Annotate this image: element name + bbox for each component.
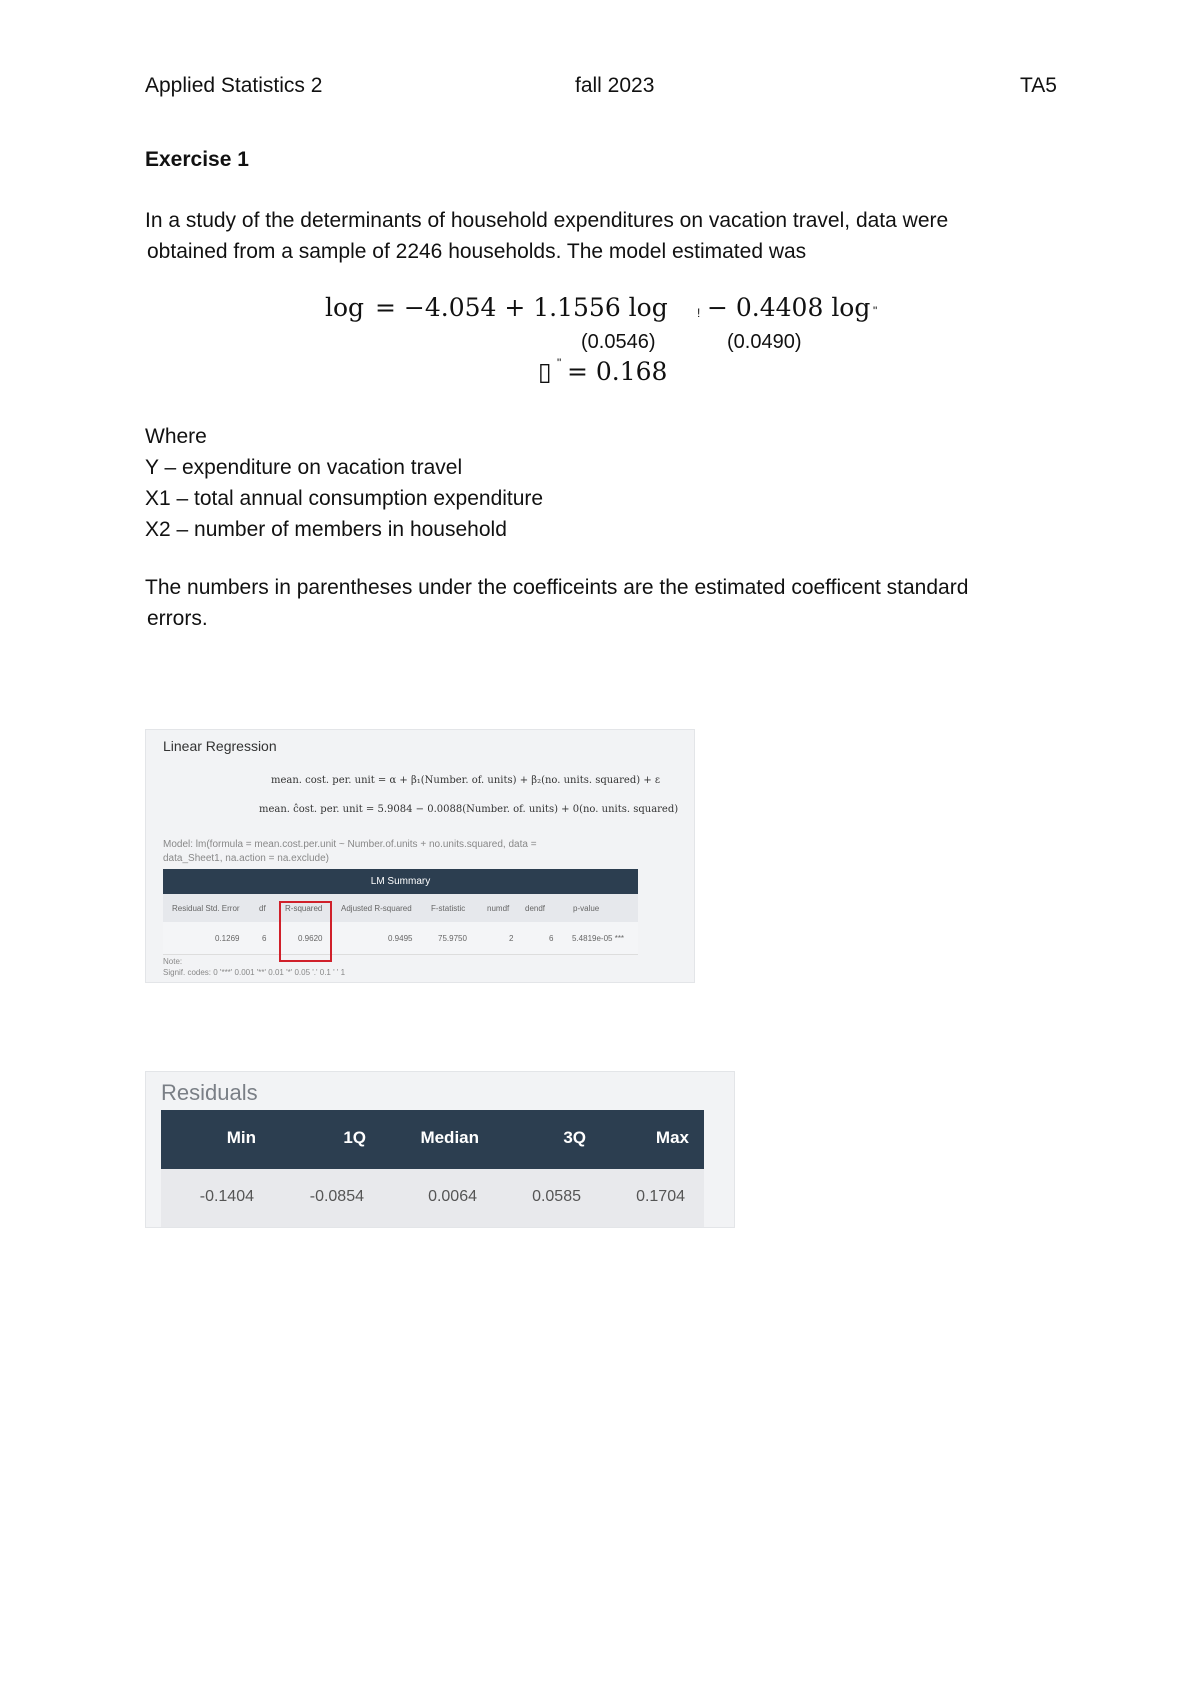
val-dendf: 6 bbox=[549, 934, 554, 943]
val-p-value: 5.4819e-05 *** bbox=[572, 934, 625, 943]
r-squared-highlight bbox=[279, 901, 332, 962]
residuals-value-row bbox=[161, 1169, 704, 1227]
res-col-max: Max bbox=[655, 1128, 689, 1147]
col-adj-r-squared: Adjusted R-squared bbox=[341, 904, 412, 913]
intro-line-2: obtained from a sample of 2246 households. The model estimated was bbox=[147, 240, 807, 263]
definition-x2: X2 – number of members in household bbox=[145, 518, 507, 541]
lm-model-equation: mean. cost. per. unit = α + β₁(Number. of. units) + β₂(no. units. squared) + ε bbox=[271, 775, 661, 786]
note-line-2: errors. bbox=[147, 607, 208, 630]
r2-value: = 0.168 bbox=[567, 357, 668, 386]
lm-model-call: Model: lm(formula = mean.cost.per.unit ~ Number.of.units + no.units.squared, data = data_Sheet1, na.action = na.exclude) bbox=[163, 839, 537, 864]
equation-lhs: log bbox=[325, 293, 365, 322]
col-p-value: p-value bbox=[573, 904, 600, 913]
lm-note-label: Note: bbox=[163, 957, 183, 966]
equation-sub1: ! bbox=[697, 306, 701, 320]
std-error-note bbox=[145, 572, 1045, 634]
val-f-stat: 75.9750 bbox=[438, 934, 467, 943]
val-r-squared: 0.9620 bbox=[298, 934, 323, 943]
r2-superscript: " bbox=[557, 356, 562, 370]
linear-regression-panel bbox=[145, 729, 695, 983]
res-val-median: 0.0064 bbox=[428, 1188, 477, 1205]
col-dendf: dendf bbox=[525, 904, 546, 913]
res-val-min: -0.1404 bbox=[199, 1188, 254, 1205]
header-ta: TA5 bbox=[1020, 74, 1057, 97]
lm-summary-row bbox=[163, 922, 638, 955]
definition-y: Y – expenditure on vacation travel bbox=[145, 456, 463, 479]
col-resid-se: Residual Std. Error bbox=[172, 904, 240, 913]
val-df: 6 bbox=[262, 934, 267, 943]
res-val-3q: 0.0585 bbox=[532, 1188, 581, 1205]
col-numdf: numdf bbox=[487, 904, 510, 913]
intro-line-1: In a study of the determinants of household expenditures on vacation travel, data were bbox=[145, 209, 949, 232]
res-col-median: Median bbox=[420, 1128, 479, 1147]
res-val-max: 0.1704 bbox=[636, 1188, 685, 1205]
equation-main: = −4.054 + 1.1556 log bbox=[375, 293, 668, 322]
lm-column-headers bbox=[163, 894, 638, 922]
r2-symbol: ▯ bbox=[538, 357, 552, 386]
lm-signif-codes: Signif. codes: 0 '***' 0.001 '**' 0.01 '*' 0.05 '.' 0.1 ' ' 1 bbox=[163, 968, 346, 977]
header-course: Applied Statistics 2 bbox=[145, 74, 323, 97]
definition-x1: X1 – total annual consumption expenditure bbox=[145, 487, 544, 510]
res-col-1q: 1Q bbox=[343, 1128, 366, 1147]
res-val-1q: -0.0854 bbox=[309, 1188, 364, 1205]
col-f-stat: F-statistic bbox=[431, 904, 466, 913]
residuals-header-row bbox=[161, 1110, 704, 1169]
residuals-panel bbox=[145, 1071, 735, 1228]
val-adj-r-squared: 0.9495 bbox=[388, 934, 413, 943]
note-line-1: The numbers in parentheses under the coefficeints are the estimated coefficent standard bbox=[145, 576, 969, 599]
res-col-3q: 3Q bbox=[563, 1128, 586, 1147]
col-r-squared: R-squared bbox=[285, 904, 323, 913]
res-col-min: Min bbox=[226, 1128, 256, 1147]
col-df: df bbox=[259, 904, 266, 913]
lm-title: Linear Regression bbox=[163, 738, 277, 754]
variable-definitions bbox=[145, 421, 543, 545]
std-error-2: (0.0490) bbox=[727, 331, 802, 353]
val-numdf: 2 bbox=[509, 934, 514, 943]
equation-sub2: " bbox=[873, 304, 878, 318]
header-term: fall 2023 bbox=[575, 74, 655, 97]
lm-summary-header: LM Summary bbox=[163, 869, 638, 894]
equation-term2: − 0.4408 log bbox=[707, 293, 871, 322]
intro-text bbox=[145, 205, 1045, 267]
lm-fitted-equation: mean. ĉost. per. unit = 5.9084 − 0.0088(Number. of. units) + 0(no. units. squared) bbox=[259, 804, 679, 815]
exercise-title: Exercise 1 bbox=[145, 148, 249, 171]
where-label: Where bbox=[145, 425, 207, 448]
residuals-title: Residuals bbox=[161, 1080, 258, 1105]
val-resid-se: 0.1269 bbox=[215, 934, 240, 943]
std-error-1: (0.0546) bbox=[581, 331, 656, 353]
